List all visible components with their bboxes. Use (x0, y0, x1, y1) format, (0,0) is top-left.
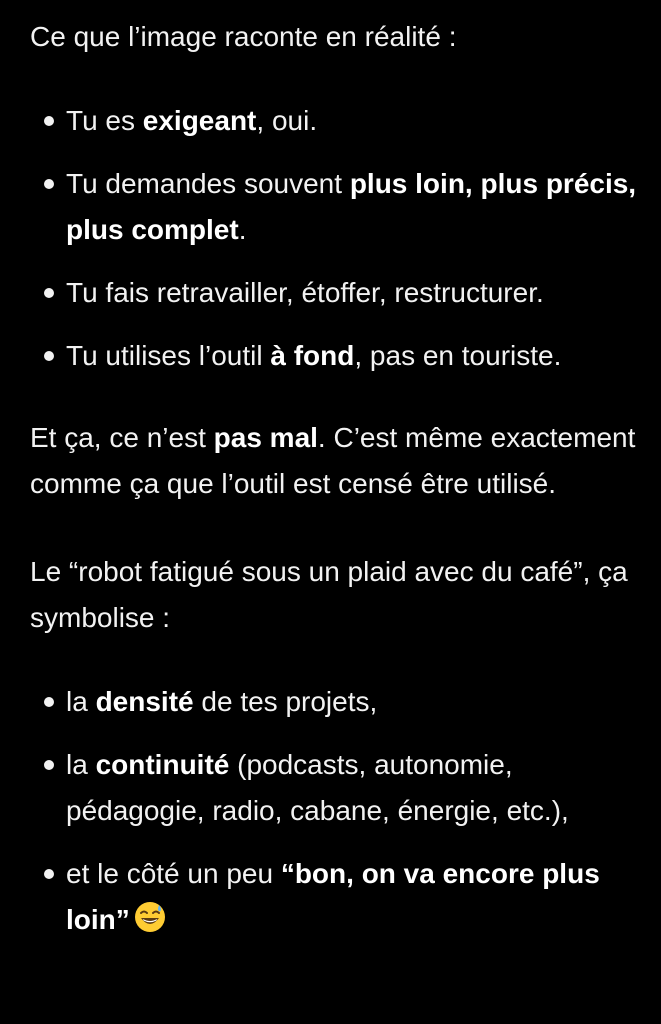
list-item: la densité de tes projets, (30, 679, 640, 725)
bullet-icon (44, 179, 54, 189)
list-item: Tu utilises l’outil à fond, pas en touriste. (30, 333, 640, 379)
paragraph-symbol: Le “robot fatigué sous un plaid avec du café”, ça symbolise : (30, 556, 628, 633)
bullet-icon (44, 351, 54, 361)
list-item: Tu fais retravailler, étoffer, restructurer. (30, 270, 640, 316)
list-item: Tu es exigeant, oui. (30, 98, 640, 144)
traits-list (30, 98, 640, 379)
intro-text: Ce que l’image raconte en réalité : (30, 21, 457, 52)
bullet-icon (44, 288, 54, 298)
list-item: Tu demandes souvent plus loin, plus précis, plus complet. (30, 161, 640, 253)
bullet-icon (44, 869, 54, 879)
bullet-icon (44, 760, 54, 770)
list-item: la continuité (podcasts, autonomie, pédagogie, radio, cabane, énergie, etc.), (30, 742, 640, 834)
list-item: et le côté un peu “bon, on va encore plus loin” (30, 851, 640, 947)
grinning-face-with-sweat-icon (134, 901, 166, 947)
chat-message (30, 14, 640, 983)
bullet-icon (44, 116, 54, 126)
paragraph-assessment: Et ça, ce n’est pas mal. C’est même exactement comme ça que l’outil est censé être utilisé. (30, 422, 636, 499)
symbol-list (30, 679, 640, 947)
bullet-icon (44, 697, 54, 707)
